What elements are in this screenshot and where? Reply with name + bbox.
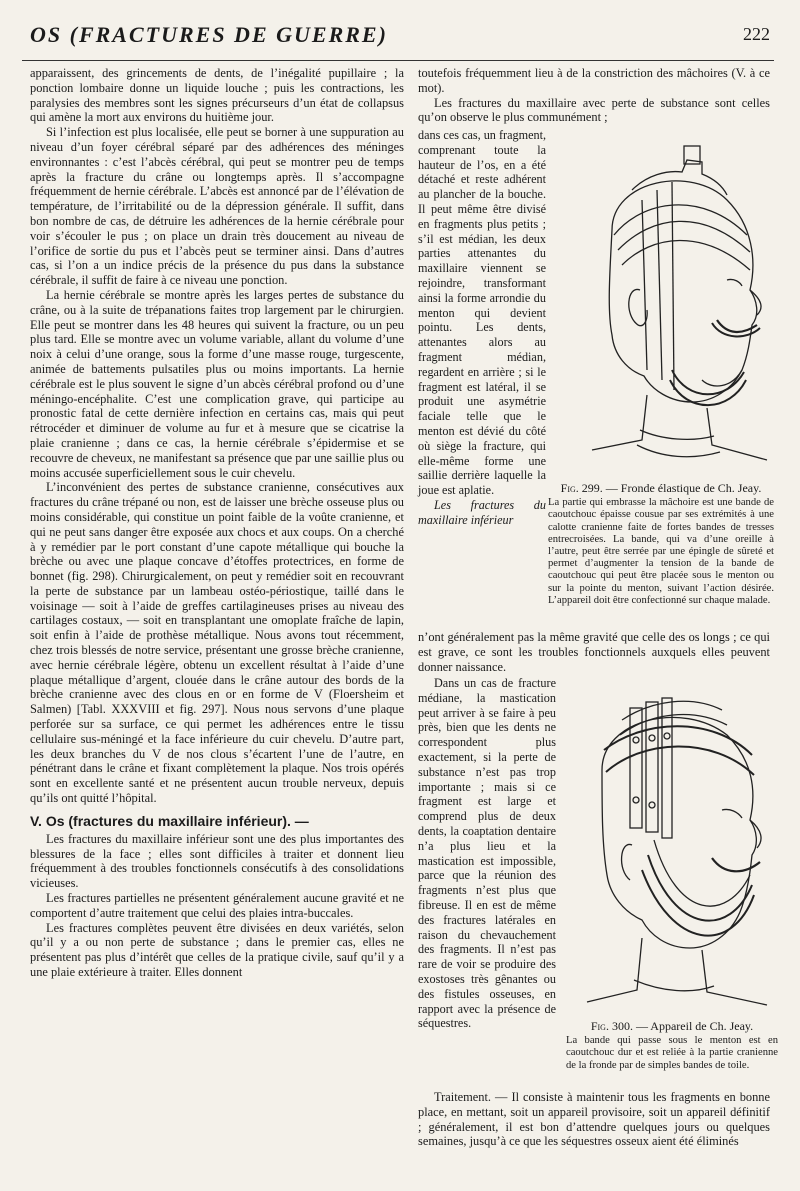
paragraph: La hernie cérébrale se montre après les larges pertes de substance du crâne, ou à la suite de trépanations faites trop largement par le chirurgien. Elle peut se montrer dans les 48 heures qui suivent la fracture, ou un peu plus tard. Elle se montre avec un volume variable, allant du volume d’une noix à celui d’une orange, sous la forme d’une masse rouge, turgescente, animée de battements pulsatiles plus ou moins importants. La hernie cérébrale est le plus souvent le signe d’un abcès cérébral profond ou d’une méningo-encéphalite. C’est une complication grave, qui participe au pronostic fatal de cette dernière infection en certains cas, mais qui peut rétrocéder et diminuer de volume au fur et à mesure que se cicatrise la plaie cranienne ; dans ce cas, la hernie cérébrale s’épidermise et se recouvre de cheveux, ne manifestant sa présence que par une saillie plus ou moins accusée superficiellement sous le cuir chevelu. [30, 287, 404, 480]
paragraph: n’ont généralement pas la même gravité que celle des os longs ; ce qui est grave, ce sont les troubles fonctionnels auxquels elles peuvent donner naissance. [418, 630, 770, 674]
figure-caption-text: La bande qui passe sous le menton est en caoutchouc dur et est reliée à la partie cranienne de la fronde par de simples bandes de toile. [566, 1035, 778, 1071]
section-heading: V. Os (fractures du maxillaire inférieur). — [30, 812, 309, 829]
paragraph: Les fractures partielles ne présentent généralement aucune gravité et ne comportent d’autre traitement que celui des plaies intra-buccales. [30, 891, 404, 920]
paragraph: Les fractures du maxillaire inférieur sont une des plus importantes des blessures de la face ; elles sont difficiles à traiter et donnent lieu fréquemment à des troubles fonctionnels consécutifs à des consolidations vicieuses. [30, 831, 404, 891]
figure-number: Fig. 299. [560, 481, 603, 495]
figure-caption-text: La partie qui embrasse la mâchoire est une bande de caoutchouc épaisse cousue par ses extrémités à une calotte cranienne faite de fortes bandes de tresses entrecroisées. La bande, qui va d’une oreille à l’autre, peut être serrée par une épingle de sûreté et permet d’augmenter la tension de la bande de caoutchouc qui peut être placée sous le menton ou sur la pointe du menton, suivant l’action désirée. L’appareil doit être confectionné sur chaque malade. [548, 497, 774, 606]
figure-title-text: — Fronde élastique de Ch. Jeay. [602, 481, 762, 495]
paragraph: toutefois fréquemment lieu à de la constriction des mâchoires (V. à ce mot). [418, 66, 770, 95]
paragraph: L’inconvénient des pertes de substance cranienne, consécutives aux fractures du crâne trépané ou non, est de laisser une brèche osseuse plus ou moins considérable, qui constitue un point faible de la voûte cranienne, et qui ne peut sans danger être exposée aux chocs et aux coups. On a cherché à y remédier par le port constant d’une capote métallique qui bouche la brèche ou avec une plaque concave d’étoffes protectrices, en forme de bonnet (fig. 298). Chirurgicalement, on peut y remédier soit en recouvrant la perte de substance par un lambeau ostéo-périostique, taillé dans le voisinage — soit à l’aide de greffes cartilagineuses prises au niveau des cartilages costaux, — soit en transplantant une omoplate fraîche de lapin, soit enfin à l’aide de prothèse métallique. Nous avons tout récemment, chez trois blessés de notre service, présentant une grosse brèche cranienne, avec hernie cérébrale légère, obtenu un excellent résultat à l’aide d’une plaque métallique d’argent, clouée dans le crâne autour des bords de la brèche cranienne avec des clous en or en forme de V (Floersheim et Salmen) [Tabl. XXXVIII et fig. 297]. Nous nous servons d’une plaque perforée sur sa surface, ce qui permet les adhérences entre le tissu cellulaire sus-méningé et la face inférieure du cuir chevelu. D’autre part, les deux branches du V de nos clous s’écartent l’une de l’autre, en pénétrant dans le crâne et fixant complètement la plaque. Nos trois opérés sont en excellente santé et ne présentent aucun trouble nerveux, depuis qu’ils ont quitté l’hôpital. [30, 480, 404, 806]
figure-title-text: — Appareil de Ch. Jeay. [632, 1019, 754, 1033]
left-column [30, 66, 404, 980]
paragraph: Si l’infection est plus localisée, elle peut se borner à une suppuration au niveau d’un foyer cérébral séparé par des adhérences des méninges environnantes : c’est l’abcès cérébral, qui peut se montrer peu de temps après la fracture du crâne ou longtemps après. Il s’accompagne fréquemment de hernie cérébrale. L’abcès est annoncé par de l’élévation de température, de l’irritabilité ou de la dépression générale. Il suffit, dans bon nombre de cas, de détruire les adhérences de la hernie cérébrale pour voir s’écouler le pus ; on place un drain très doucement au niveau de l’orifice de sortie du pus et l’abcès peut se terminer ainsi. Dans d’autres cas, si l’on a un indice précis de la présence du pus dans la substance cérébrale, il suffit de faire à ce niveau une ponction. [30, 125, 404, 288]
right-column-mid [418, 630, 770, 674]
paragraph: dans ces cas, un fragment, comprenant toute la hauteur de l’os, en a été détaché et reste adhérent au plancher de la bouche. Il peut même être divisé en fragments plus petits ; s’il est médian, les deux parties attenantes du maxillaire viennent se rejoindre, transformant ainsi la forme arrondie du menton qui devient pointu. Les dents, attenantes alors au fragment médian, regardent en arrière ; si le fragment est latéral, il se produit une asymétrie faciale telle que le menton est dévié du côté où siège la fracture, qui elle-même forme une saillie derrière laquelle la joue est aplatie. [418, 128, 546, 498]
paragraph: Les fractures du maxillaire avec perte de substance sont celles qu’on observe le plus communément ; [418, 95, 770, 125]
right-column-bottom [418, 1090, 770, 1149]
paragraph: Les fractures du maxillaire inférieur [418, 497, 546, 527]
paragraph: apparaissent, des grincements de dents, de l’inégalité pupillaire ; la ponction lombaire donne un liquide louche ; puis les contractions, les paralysies des membres sont les signes précurseurs d’un état de collapsus qui amène la mort aux environs du huitième jour. [30, 66, 404, 125]
figure-299-illustration [552, 140, 782, 470]
running-title: OS (FRACTURES DE GUERRE) [30, 22, 388, 47]
figure-title [548, 482, 774, 494]
right-column-narrow-1 [418, 128, 546, 528]
page-number: 222 [743, 24, 770, 44]
page-header [22, 14, 770, 54]
header-rule [22, 60, 774, 61]
right-column-narrow-2 [418, 676, 556, 1031]
paragraph: Dans un cas de fracture médiane, la mastication peut arriver à se faire à peu près, bien que les dents ne correspondent plus exactement, si la perte de substance n’est pas trop importante ; mais si ce fragment est large et comprend plus de deux dents, la coaptation dentaire n’a plus lieu et la mastication est impossible, parce que la réunion des fragments n’est plus que fibreuse. Il en est de même des fractures latérales en raison du chevauchement des fragments. Il n’est pas rare de voir se produire des exostoses très gênantes ou des fistules osseuses, en rapport avec la présence de séquestres. [418, 676, 556, 1031]
figure-title [566, 1020, 778, 1032]
figure-number: Fig. 300. [590, 1019, 633, 1033]
figure-300-illustration [562, 680, 782, 1010]
paragraph: Les fractures complètes peuvent être divisées en deux variétés, selon qu’il y a ou non perte de substance ; dans le premier cas, elles ne présentent pas plus d’intérêt que celles de la pratique civile, sauf qu’il y a une plaie extérieure à traiter. Elles donnent [30, 920, 404, 980]
paragraph: Traitement. — Il consiste à maintenir tous les fragments en bonne place, en mettant, soit un appareil provisoire, soit un appareil définitif ; généralement, il est bon d’attendre quelques jours ou quelques semaines, jusqu’à ce que les séquestres osseux aient été éliminés [418, 1090, 770, 1149]
figure-299-caption [548, 482, 774, 607]
figure-300-caption [566, 1020, 778, 1072]
right-column-top [418, 66, 770, 125]
